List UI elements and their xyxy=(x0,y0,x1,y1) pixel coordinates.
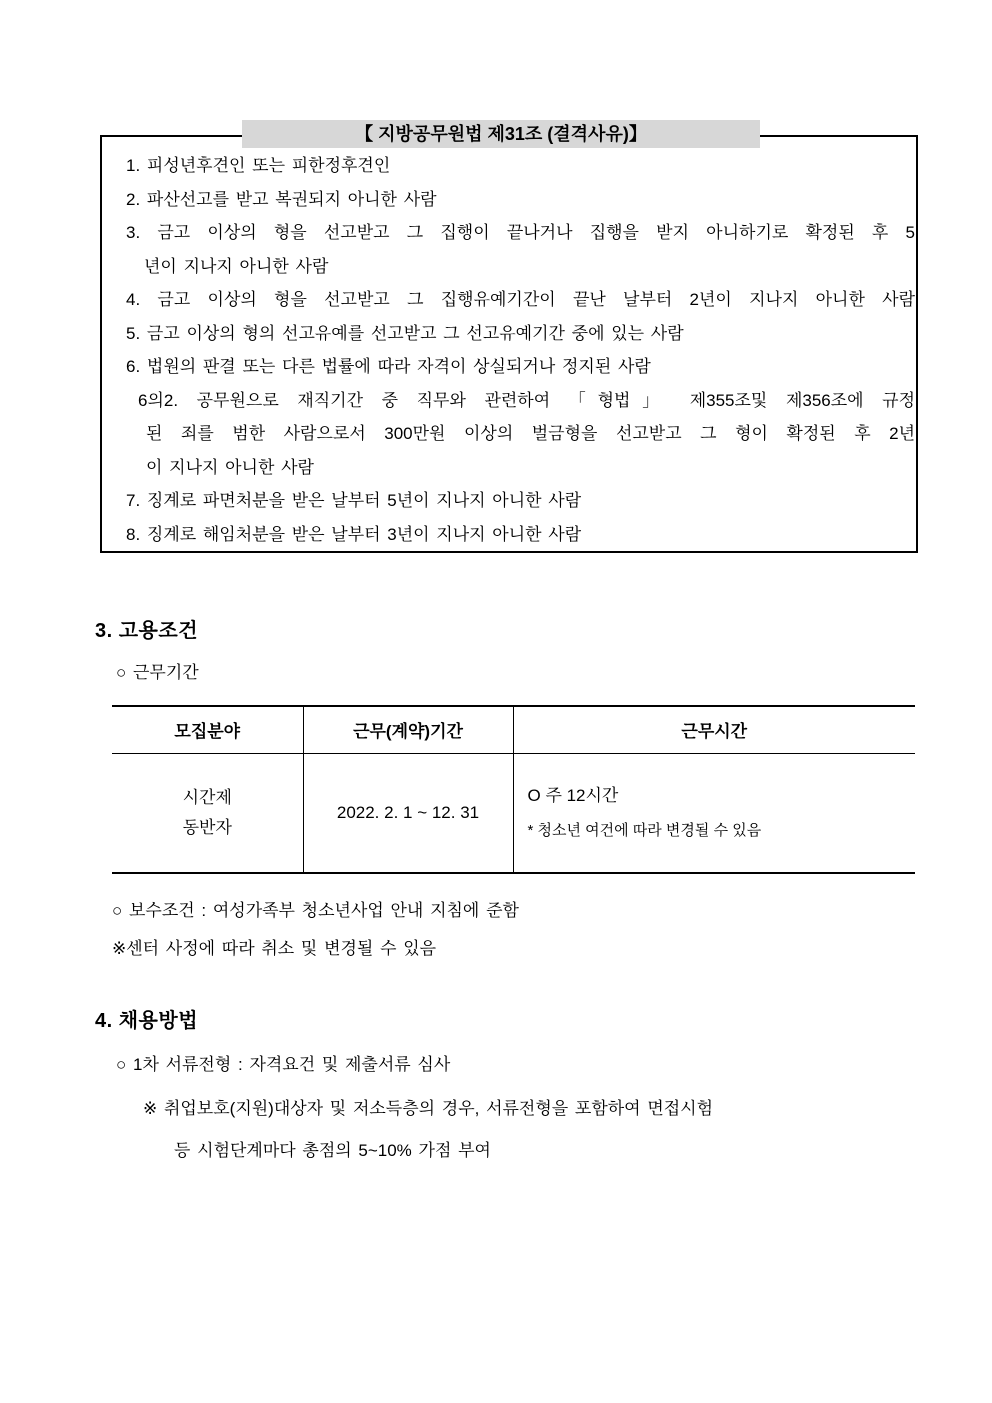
law-line-6-2-cont-1: 된 죄를 범한 사람으로서 300만원 이상의 벌금형을 선고받고 그 형이 확정된 후 2년 xyxy=(146,424,915,443)
section3-pay-line: ○ 보수조건 : 여성가족부 청소년사업 안내 지침에 준함 xyxy=(112,901,519,920)
header-contract-period: 근무(계약)기간 xyxy=(303,706,513,753)
section4-line2: ※ 취업보호(지원)대상자 및 저소득층의 경우, 서류전형을 포함하여 면접시험 xyxy=(143,1099,714,1118)
table-body-row xyxy=(112,753,915,873)
section4-heading: 4. 채용방법 xyxy=(95,1010,199,1032)
law-line-3: 3. 금고 이상의 형을 선고받고 그 집행이 끝나거나 집행을 받지 아니하기로 확정된 후 5 xyxy=(126,223,915,242)
work-hours-main: O 주 12시간 xyxy=(527,785,619,805)
section4-line3: 등 시험단계마다 총점의 5~10% 가점 부여 xyxy=(174,1141,491,1160)
law-line-6-2-cont-2: 이 지나지 아니한 사람 xyxy=(146,457,314,477)
law-line-4: 4. 금고 이상의 형을 선고받고 그 집행유예기간이 끝난 날부터 2년이 지나지 아니한 사람 xyxy=(126,290,915,309)
cell-recruitment-field xyxy=(112,753,303,873)
law-line-8: 8. 징계로 해임처분을 받은 날부터 3년이 지나지 아니한 사람 xyxy=(126,524,582,544)
law-line-7: 7. 징계로 파면처분을 받은 날부터 5년이 지나지 아니한 사람 xyxy=(126,491,582,510)
law-line-3-cont: 년이 지나지 아니한 사람 xyxy=(144,256,329,276)
law-box-title: 【 지방공무원법 제31조 (결격사유)】 xyxy=(242,120,760,148)
header-work-hours: 근무시간 xyxy=(513,706,915,753)
table-header-row xyxy=(112,706,915,753)
law-line-5: 5. 금고 이상의 형의 선고유예를 선고받고 그 선고유예기간 중에 있는 사람 xyxy=(126,323,684,343)
section3-heading: 3. 고용조건 xyxy=(95,620,199,642)
field-line1: 시간제 xyxy=(182,787,232,807)
law-line-6-2: 6의2. 공무원으로 재직기간 중 직무와 관련하여 「형법」 제355조및 제356조에 규정 xyxy=(138,390,915,410)
section3-work-period-label: ○ 근무기간 xyxy=(116,663,199,682)
field-line2: 동반자 xyxy=(182,817,232,837)
law-line-6: 6. 법원의 판결 또는 다른 법률에 따라 자격이 상실되거나 정지된 사람 xyxy=(126,357,651,376)
header-recruitment-field: 모집분야 xyxy=(112,706,303,753)
cell-contract-period: 2022. 2. 1 ~ 12. 31 xyxy=(303,753,513,873)
employment-conditions-table xyxy=(112,705,915,874)
section3-note-line: ※센터 사정에 따라 취소 및 변경될 수 있음 xyxy=(112,939,437,958)
law-line-1: 1. 피성년후견인 또는 피한정후견인 xyxy=(126,156,391,175)
law-box-lines xyxy=(126,149,915,551)
law-line-2: 2. 파산선고를 받고 복권되지 아니한 사람 xyxy=(126,189,437,209)
section4-line1: ○ 1차 서류전형 : 자격요건 및 제출서류 심사 xyxy=(116,1055,451,1074)
work-hours-note: * 청소년 여건에 따라 변경될 수 있음 xyxy=(527,821,762,839)
cell-work-hours xyxy=(513,753,915,873)
